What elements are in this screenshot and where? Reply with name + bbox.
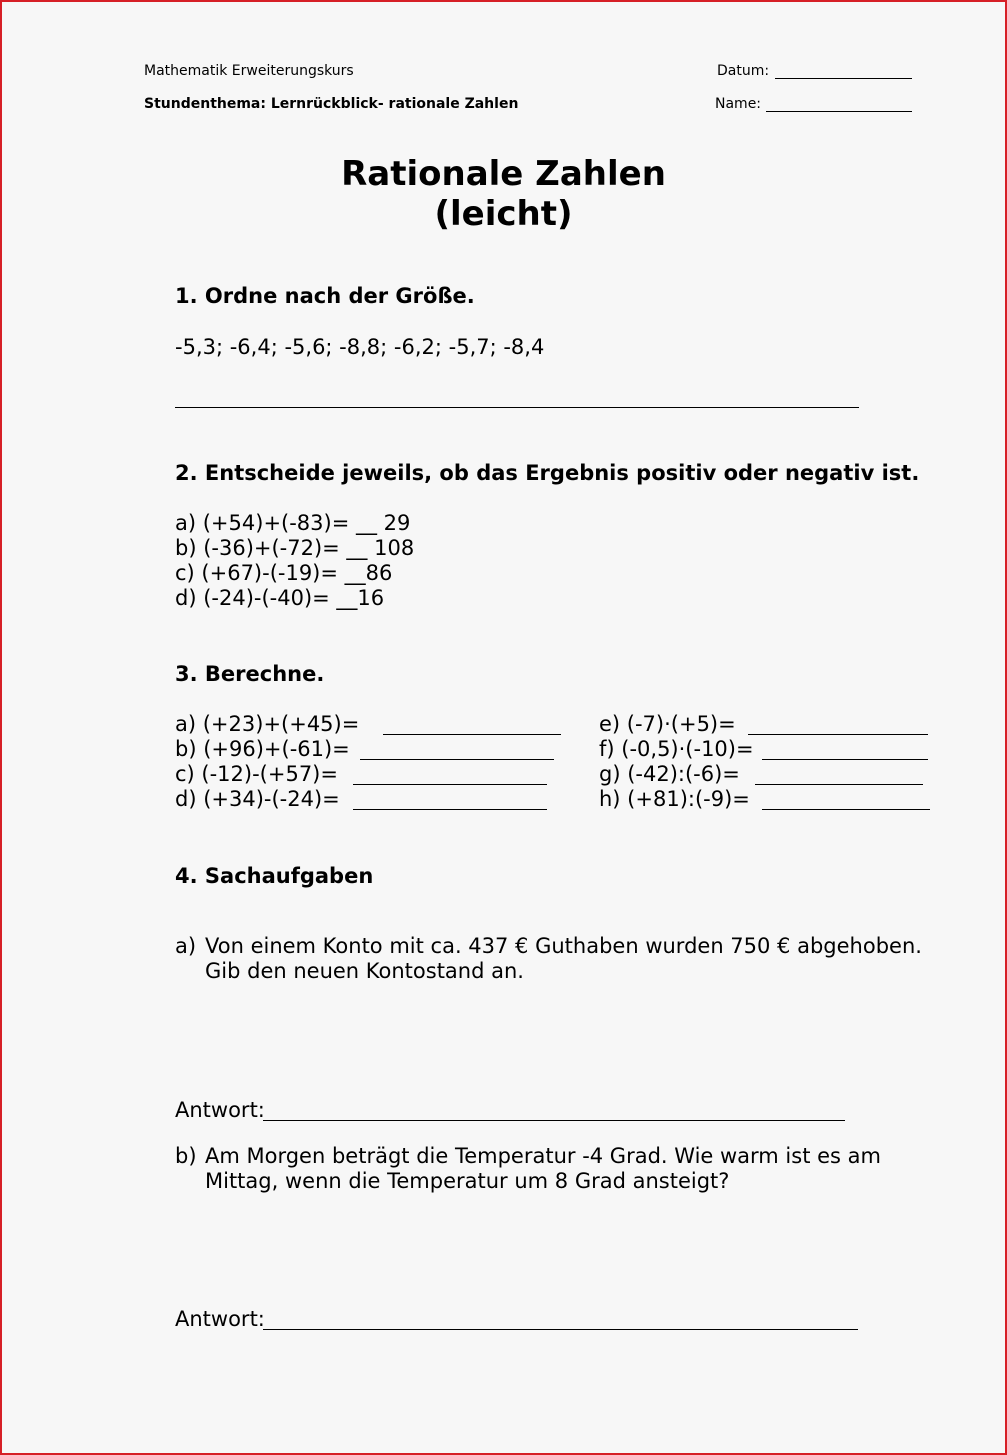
- task1-answer-line[interactable]: [175, 407, 859, 408]
- task4b-text-line1: Am Morgen beträgt die Temperatur -4 Grad. Wie warm ist es am: [205, 1144, 881, 1168]
- task2-item-b: b) (-36)+(-72)= __ 108: [175, 536, 415, 560]
- task4a-answer-line[interactable]: [263, 1120, 845, 1121]
- task2-heading: 2. Entscheide jeweils, ob das Ergebnis positiv oder negativ ist.: [175, 461, 920, 485]
- task3-item-e: e) (-7)·(+5)=: [599, 712, 736, 736]
- task4b-answer-label: Antwort:: [175, 1307, 265, 1331]
- task3-answer-e[interactable]: [748, 734, 928, 735]
- task3-item-d: d) (+34)-(-24)=: [175, 787, 340, 811]
- date-field[interactable]: [775, 78, 912, 79]
- task4a-answer-label: Antwort:: [175, 1098, 265, 1122]
- page-subtitle: (leicht): [434, 194, 573, 234]
- task3-answer-a[interactable]: [383, 734, 561, 735]
- task2-item-d: d) (-24)-(-40)= __16: [175, 586, 385, 610]
- task3-item-f: f) (-0,5)·(-10)=: [599, 737, 754, 761]
- task4b-label: b): [175, 1144, 197, 1168]
- name-field[interactable]: [766, 111, 912, 112]
- task4a-text-line1: Von einem Konto mit ca. 437 € Guthaben wurden 750 € abgehoben.: [205, 934, 922, 958]
- task3-item-h: h) (+81):(-9)=: [599, 787, 750, 811]
- task1-numbers: -5,3; -6,4; -5,6; -8,8; -6,2; -5,7; -8,4: [175, 335, 545, 359]
- task3-answer-b[interactable]: [360, 759, 554, 760]
- task3-heading: 3. Berechne.: [175, 662, 325, 686]
- lesson-topic: Stundenthema: Lernrückblick- rationale Zahlen: [144, 96, 519, 112]
- task2-item-a: a) (+54)+(-83)= __ 29: [175, 511, 411, 535]
- task3-answer-h[interactable]: [762, 809, 930, 810]
- task3-answer-d[interactable]: [353, 809, 547, 810]
- page-title: Rationale Zahlen: [341, 154, 666, 194]
- task3-answer-g[interactable]: [755, 784, 923, 785]
- task2-item-c: c) (+67)-(-19)= __86: [175, 561, 393, 585]
- task3-answer-c[interactable]: [353, 784, 547, 785]
- date-label: Datum:: [717, 63, 770, 79]
- task3-item-b: b) (+96)+(-61)=: [175, 737, 350, 761]
- task4b-answer-line[interactable]: [263, 1329, 858, 1330]
- task4a-text-line2: Gib den neuen Kontostand an.: [205, 959, 524, 983]
- task3-answer-f[interactable]: [762, 759, 928, 760]
- task3-item-g: g) (-42):(-6)=: [599, 762, 740, 786]
- task4a-label: a): [175, 934, 197, 958]
- name-label: Name:: [715, 96, 762, 112]
- task1-heading: 1. Ordne nach der Größe.: [175, 284, 475, 308]
- course-name: Mathematik Erweiterungskurs: [144, 63, 354, 79]
- task3-item-a: a) (+23)+(+45)=: [175, 712, 360, 736]
- task4b-text-line2: Mittag, wenn die Temperatur um 8 Grad ansteigt?: [205, 1169, 730, 1193]
- task3-item-c: c) (-12)-(+57)=: [175, 762, 338, 786]
- task4-heading: 4. Sachaufgaben: [175, 864, 374, 888]
